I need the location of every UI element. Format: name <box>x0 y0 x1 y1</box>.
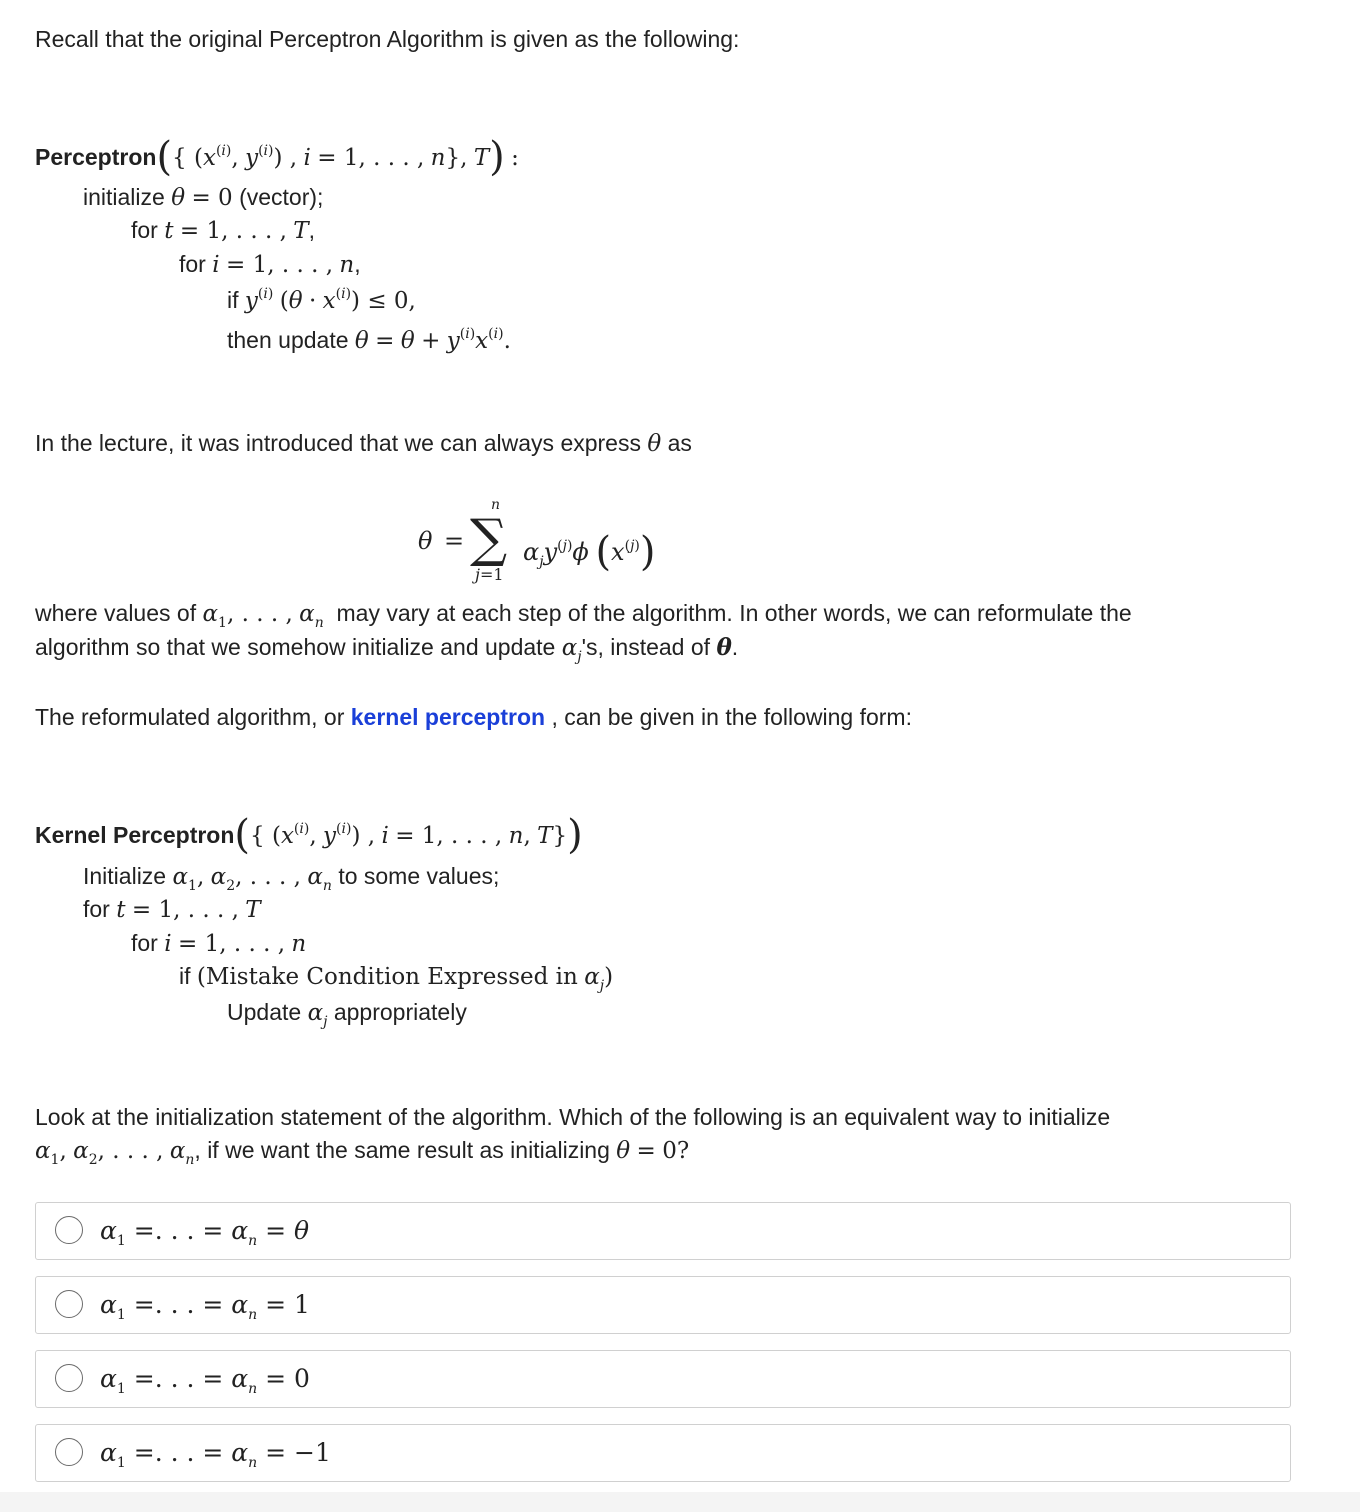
radio-button[interactable] <box>55 1364 83 1392</box>
where-c: algorithm so that we somehow initialize and update <box>35 634 556 660</box>
for-label: for <box>131 930 158 956</box>
perceptron-init: initialize θ = 0 (vector); <box>83 184 324 211</box>
perceptron-then: then update $\theta = \theta + y^{(i)}x^{(i)}$. <box>227 326 511 354</box>
option-value: 0 <box>294 1364 310 1393</box>
where-line-1: where values of $\alpha_1$, . . . , $\alpha_n$ may vary at each step of the algorithm. In other words, we can reformulate the <box>35 600 1132 631</box>
radio-button[interactable] <box>55 1216 83 1244</box>
question-line-1: Look at the initialization statement of the algorithm. Which of the following is an equivalent way to initialize <box>35 1104 1111 1130</box>
lecture-text-main: In the lecture, it was introduced that we can always express <box>35 430 641 456</box>
for-label: for <box>179 251 206 277</box>
kernel-for-t: for t = 1, . . . , T <box>83 896 261 923</box>
bottom-divider <box>0 1492 1360 1512</box>
perceptron-name: Perceptron <box>35 144 157 170</box>
answer-option-4[interactable] <box>35 1424 1291 1482</box>
reform-b: , can be given in the following form: <box>551 704 912 730</box>
option-value: −1 <box>294 1438 331 1467</box>
perceptron-for-t: for t = 1, . . . , T, <box>131 217 316 244</box>
perceptron-for-i: for i = 1, . . . , n, <box>179 251 361 278</box>
kernel-header: Kernel Perceptron({ ($x^{(i)}$, $y^{(i)}$) , i = 1, . . . , n, T}) <box>35 812 583 858</box>
option-value: 1 <box>294 1290 310 1319</box>
option-value: θ <box>294 1216 310 1245</box>
radio-button[interactable] <box>55 1290 83 1318</box>
if-label: if <box>179 963 191 989</box>
kernel-if: if (Mistake Condition Expressed in $\alpha_j$) <box>179 963 614 994</box>
option-label: $\alpha_1$ =. . . = $\alpha_n = \theta$ <box>100 1216 310 1249</box>
where-a: where values of <box>35 600 197 626</box>
where-line-2: algorithm so that we somehow initialize and update $\alpha_j's$, instead of θ. <box>35 634 739 665</box>
option-label: $\alpha_1$ =. . . = $\alpha_n = 1$ <box>100 1290 310 1323</box>
kernel-init-label: Initialize <box>83 863 167 889</box>
radio-button[interactable] <box>55 1438 83 1466</box>
intro-text: Recall that the original Perceptron Algorithm is given as the following: <box>35 26 740 52</box>
where-d: 's, instead of <box>581 634 711 660</box>
init-vector: (vector); <box>239 184 324 210</box>
lecture-as: as <box>667 430 692 456</box>
for-label: for <box>131 217 158 243</box>
question-c: 0? <box>662 1138 690 1164</box>
kernel-perceptron-link[interactable]: kernel perceptron <box>350 704 546 730</box>
init-label: initialize <box>83 184 165 210</box>
theta-sum-formula: θ = n ∑ j=1 $\alpha_jy^{(j)}\phi$ $(x^{(j)})$ <box>418 497 656 584</box>
option-label: $\alpha_1$ =. . . = $\alpha_n = -1$ <box>100 1438 331 1471</box>
kernel-init-tail: to some values; <box>338 863 500 889</box>
kernel-update: Update $\alpha_j$ appropriately <box>227 999 467 1030</box>
answer-option-3[interactable] <box>35 1350 1291 1408</box>
then-label: then update <box>227 327 349 353</box>
answer-option-1[interactable] <box>35 1202 1291 1260</box>
answer-option-2[interactable] <box>35 1276 1291 1334</box>
option-label: $\alpha_1$ =. . . = $\alpha_n = 0$ <box>100 1364 310 1397</box>
update-tail: appropriately <box>333 999 467 1025</box>
kernel-name: Kernel Perceptron <box>35 822 235 848</box>
update-label: Update <box>227 999 302 1025</box>
question-line-2: $\alpha_1$, $\alpha_2$, . . . , $\alpha_n$, if we want the same result as initializing θ = 0? <box>35 1137 690 1168</box>
if-label: if <box>227 287 239 313</box>
reformulated-text <box>35 704 912 731</box>
perceptron-if: if $y^{(i)}$ $(\theta \cdot x^{(i)}) \le 0$, <box>227 286 416 314</box>
kernel-for-i: for i = 1, . . . , n <box>131 930 307 957</box>
for-label: for <box>83 896 110 922</box>
perceptron-header: Perceptron({ ($x^{(i)}$, $y^{(i)}$) , i = 1, . . . , n}, T) : <box>35 134 519 180</box>
question-b: , if we want the same result as initializing <box>194 1137 610 1163</box>
mistake-condition: Mistake Condition Expressed in <box>205 964 578 990</box>
reform-a: The reformulated algorithm, or <box>35 704 345 730</box>
where-b: may vary at each step of the algorithm. In other words, we can reformulate the <box>336 600 1132 626</box>
lecture-text: In the lecture, it was introduced that we can always express θ as <box>35 430 692 457</box>
kernel-init: Initialize $\alpha_1$, $\alpha_2$, . . . , $\alpha_n$ to some values; <box>83 863 500 894</box>
